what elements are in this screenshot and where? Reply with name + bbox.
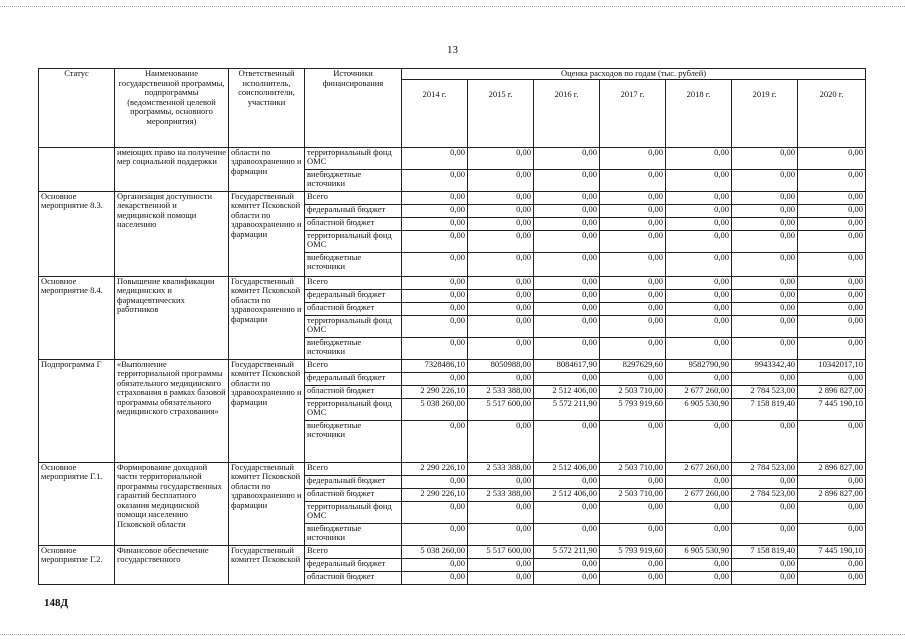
cell-value: 0,00 [666, 191, 732, 204]
cell-value: 0,00 [468, 571, 534, 584]
cell-value: 0,00 [468, 289, 534, 302]
cell-value: 0,00 [666, 372, 732, 385]
cell-source: Всего [305, 545, 402, 558]
cell-value: 0,00 [798, 475, 866, 488]
cell-value: 6 905 530,90 [666, 545, 732, 558]
cell-value: 7 158 819,40 [732, 545, 798, 558]
cell-value: 2 677 260,00 [666, 488, 732, 501]
cell-value: 0,00 [534, 191, 600, 204]
cell-value: 0,00 [666, 302, 732, 315]
cell-value: 0,00 [666, 571, 732, 584]
header-estimate: Оценка расходов по годам (тыс. рублей) [402, 69, 866, 80]
cell-value: 0,00 [600, 501, 666, 523]
cell-value: 0,00 [402, 217, 468, 230]
cell-value: 0,00 [468, 191, 534, 204]
cell-value: 0,00 [402, 191, 468, 204]
cell-value: 0,00 [732, 276, 798, 289]
cell-value: 0,00 [402, 204, 468, 217]
cell-value: 5 038 260,00 [402, 398, 468, 420]
header-year: 2016 г. [534, 79, 600, 147]
cell-value: 0,00 [732, 523, 798, 545]
cell-value: 0,00 [534, 217, 600, 230]
cell-value: 0,00 [468, 230, 534, 252]
cell-value: 0,00 [534, 372, 600, 385]
cell-value: 0,00 [468, 501, 534, 523]
cell-status: Основное мероприятие 8.4. [39, 276, 115, 359]
cell-value: 0,00 [666, 204, 732, 217]
cell-value: 0,00 [402, 302, 468, 315]
cell-value: 0,00 [798, 302, 866, 315]
cell-value: 0,00 [468, 147, 534, 169]
cell-value: 5 793 919,60 [600, 545, 666, 558]
cell-value: 2 784 523,00 [732, 488, 798, 501]
cell-value: 0,00 [600, 475, 666, 488]
cell-source: областной бюджет [305, 488, 402, 501]
cell-value: 0,00 [798, 204, 866, 217]
cell-source: Всего [305, 359, 402, 372]
cell-value: 0,00 [732, 147, 798, 169]
cell-value: 0,00 [534, 558, 600, 571]
cell-value: 0,00 [600, 372, 666, 385]
table-row [39, 147, 866, 169]
cell-value: 0,00 [732, 217, 798, 230]
cell-value: 2 677 260,00 [666, 385, 732, 398]
cell-value: 0,00 [666, 501, 732, 523]
cell-source: территориальный фонд ОМС [305, 147, 402, 169]
cell-value: 0,00 [402, 315, 468, 337]
header-year: 2020 г. [798, 79, 866, 147]
cell-source: Всего [305, 462, 402, 475]
cell-source: территориальный фонд ОМС [305, 230, 402, 252]
cell-value: 0,00 [666, 252, 732, 276]
cell-value: 0,00 [468, 169, 534, 191]
cell-value: 0,00 [798, 191, 866, 204]
cell-source: федеральный бюджет [305, 475, 402, 488]
cell-value: 0,00 [468, 252, 534, 276]
cell-value: 0,00 [468, 204, 534, 217]
header-year: 2019 г. [732, 79, 798, 147]
cell-value: 0,00 [600, 276, 666, 289]
header-name: Наименование государственной программы, подпрограммы (ведомственной целевой программы, основного мероприятия) [115, 69, 229, 148]
cell-value: 2 533 388,00 [468, 385, 534, 398]
cell-value: 0,00 [468, 217, 534, 230]
cell-value: 2 290 226,10 [402, 488, 468, 501]
cell-value: 0,00 [798, 523, 866, 545]
cell-value: 0,00 [600, 558, 666, 571]
cell-value: 0,00 [600, 315, 666, 337]
cell-executor: Государственный комитет Псковской области по здравоохранению и фармации [229, 191, 305, 276]
cell-value: 0,00 [534, 276, 600, 289]
cell-value: 0,00 [402, 276, 468, 289]
cell-executor: Государственный комитет Псковской области по здравоохранению и фармации [229, 462, 305, 545]
cell-status [39, 147, 115, 191]
cell-value: 0,00 [732, 558, 798, 571]
cell-value: 0,00 [468, 523, 534, 545]
cell-source: внебюджетные источники [305, 337, 402, 359]
cell-value: 2 512 406,00 [534, 488, 600, 501]
cell-value: 0,00 [732, 501, 798, 523]
cell-value: 0,00 [600, 230, 666, 252]
cell-value: 0,00 [402, 147, 468, 169]
cell-value: 0,00 [402, 252, 468, 276]
cell-value: 2 512 406,00 [534, 462, 600, 475]
cell-name: Финансовое обеспечение государственного [115, 545, 229, 584]
cell-value: 0,00 [732, 204, 798, 217]
cell-value: 0,00 [402, 169, 468, 191]
cell-value: 0,00 [402, 475, 468, 488]
cell-value: 7328486,10 [402, 359, 468, 372]
cell-value: 0,00 [468, 276, 534, 289]
cell-value: 0,00 [402, 337, 468, 359]
cell-value: 0,00 [402, 571, 468, 584]
cell-name: Формирование доходной части территориальной программы государственных гарантий бесплатного оказания медицинской помощи населению Псковской области [115, 462, 229, 545]
cell-value: 0,00 [402, 420, 468, 462]
cell-value: 0,00 [666, 315, 732, 337]
table-row [39, 545, 866, 558]
cell-value: 5 038 260,00 [402, 545, 468, 558]
cell-value: 0,00 [798, 217, 866, 230]
cell-value: 0,00 [534, 315, 600, 337]
cell-value: 0,00 [798, 230, 866, 252]
cell-value: 0,00 [402, 523, 468, 545]
cell-value: 7 445 190,10 [798, 398, 866, 420]
cell-executor: Государственный комитет Псковской области по здравоохранению и фармации [229, 359, 305, 462]
cell-executor: Государственный комитет Псковской области по здравоохранению и фармации [229, 276, 305, 359]
cell-value: 6 905 530,90 [666, 398, 732, 420]
header-status: Статус [39, 69, 115, 148]
cell-source: федеральный бюджет [305, 289, 402, 302]
cell-value: 0,00 [732, 372, 798, 385]
cell-value: 5 572 211,90 [534, 398, 600, 420]
cell-value: 10342017,10 [798, 359, 866, 372]
cell-value: 0,00 [468, 372, 534, 385]
cell-value: 0,00 [798, 289, 866, 302]
cell-value: 0,00 [402, 501, 468, 523]
cell-value: 0,00 [402, 289, 468, 302]
cell-value: 0,00 [600, 169, 666, 191]
cell-source: областной бюджет [305, 385, 402, 398]
cell-value: 2 784 523,00 [732, 385, 798, 398]
cell-value: 0,00 [534, 571, 600, 584]
cell-value: 9943342,40 [732, 359, 798, 372]
cell-value: 0,00 [402, 230, 468, 252]
cell-value: 8050988,00 [468, 359, 534, 372]
cell-value: 0,00 [534, 204, 600, 217]
cell-value: 2 784 523,00 [732, 462, 798, 475]
cell-value: 0,00 [468, 558, 534, 571]
header-year: 2014 г. [402, 79, 468, 147]
cell-value: 0,00 [534, 523, 600, 545]
cell-value: 2 533 388,00 [468, 462, 534, 475]
cell-value: 5 793 919,60 [600, 398, 666, 420]
cell-name: имеющих право на получение мер социальной поддержки [115, 147, 229, 191]
cell-value: 2 290 226,10 [402, 462, 468, 475]
cell-value: 0,00 [732, 302, 798, 315]
cell-value: 2 503 710,00 [600, 385, 666, 398]
cell-value: 0,00 [468, 420, 534, 462]
cell-source: Всего [305, 276, 402, 289]
cell-source: федеральный бюджет [305, 372, 402, 385]
cell-value: 0,00 [798, 169, 866, 191]
cell-value: 0,00 [600, 571, 666, 584]
header-source: Источники финансирования [305, 69, 402, 148]
cell-value: 0,00 [600, 420, 666, 462]
cell-source: территориальный фонд ОМС [305, 315, 402, 337]
cell-value: 0,00 [666, 558, 732, 571]
cell-value: 0,00 [666, 523, 732, 545]
cell-value: 0,00 [600, 523, 666, 545]
cell-source: областной бюджет [305, 302, 402, 315]
cell-value: 0,00 [666, 289, 732, 302]
cell-value: 0,00 [732, 252, 798, 276]
cell-executor: области по здравоохранению и фармации [229, 147, 305, 191]
cell-value: 7 158 819,40 [732, 398, 798, 420]
cell-value: 0,00 [798, 315, 866, 337]
cell-value: 2 503 710,00 [600, 462, 666, 475]
cell-value: 8297629,60 [600, 359, 666, 372]
footer-label: 148Д [44, 597, 69, 609]
cell-value: 0,00 [666, 230, 732, 252]
cell-value: 0,00 [534, 501, 600, 523]
cell-source: областной бюджет [305, 217, 402, 230]
cell-name: «Выполнение территориальной программы обязательного медицинского страхования в рамках базовой программы обязательного медицинского страхования» [115, 359, 229, 462]
cell-value: 0,00 [798, 420, 866, 462]
cell-value: 8084617,90 [534, 359, 600, 372]
budget-table [38, 68, 866, 585]
cell-value: 0,00 [732, 420, 798, 462]
cell-source: внебюджетные источники [305, 523, 402, 545]
cell-value: 0,00 [534, 147, 600, 169]
cell-value: 2 896 827,00 [798, 462, 866, 475]
cell-value: 0,00 [600, 204, 666, 217]
cell-source: внебюджетные источники [305, 169, 402, 191]
cell-status: Основное мероприятие 8.3. [39, 191, 115, 276]
cell-value: 0,00 [402, 558, 468, 571]
table-row [39, 276, 866, 289]
cell-value: 0,00 [666, 217, 732, 230]
scan-edge-bottom [0, 634, 905, 635]
cell-value: 0,00 [600, 337, 666, 359]
cell-value: 0,00 [732, 571, 798, 584]
cell-value: 0,00 [666, 337, 732, 359]
cell-value: 0,00 [732, 337, 798, 359]
cell-source: внебюджетные источники [305, 252, 402, 276]
cell-value: 0,00 [798, 147, 866, 169]
cell-value: 0,00 [798, 337, 866, 359]
cell-status: Основное мероприятие Г.1. [39, 462, 115, 545]
cell-value: 0,00 [468, 337, 534, 359]
table-row [39, 462, 866, 475]
cell-value: 0,00 [732, 289, 798, 302]
cell-value: 0,00 [468, 475, 534, 488]
cell-value: 0,00 [534, 337, 600, 359]
cell-value: 0,00 [732, 475, 798, 488]
cell-value: 0,00 [600, 302, 666, 315]
cell-value: 5 517 600,00 [468, 545, 534, 558]
cell-value: 2 503 710,00 [600, 488, 666, 501]
table-row [39, 191, 866, 204]
cell-value: 2 896 827,00 [798, 488, 866, 501]
cell-value: 0,00 [534, 169, 600, 191]
cell-status: Основное мероприятие Г.2. [39, 545, 115, 584]
cell-value: 0,00 [534, 475, 600, 488]
table-row [39, 359, 866, 372]
cell-executor: Государственный комитет Псковской [229, 545, 305, 584]
cell-source: федеральный бюджет [305, 204, 402, 217]
cell-value: 5 517 600,00 [468, 398, 534, 420]
cell-status: Подпрограмма Г [39, 359, 115, 462]
cell-value: 0,00 [732, 315, 798, 337]
header-executor: Ответственный исполнитель, соисполнители, участники [229, 69, 305, 148]
scan-edge-top [0, 6, 905, 7]
cell-value: 0,00 [600, 147, 666, 169]
cell-source: территориальный фонд ОМС [305, 398, 402, 420]
cell-value: 0,00 [798, 276, 866, 289]
cell-value: 7 445 190,10 [798, 545, 866, 558]
cell-value: 0,00 [534, 230, 600, 252]
cell-value: 0,00 [468, 315, 534, 337]
cell-source: внебюджетные источники [305, 420, 402, 462]
cell-value: 0,00 [534, 289, 600, 302]
cell-value: 0,00 [666, 169, 732, 191]
cell-value: 0,00 [798, 558, 866, 571]
cell-source: областной бюджет [305, 571, 402, 584]
cell-value: 0,00 [798, 252, 866, 276]
header-year: 2018 г. [666, 79, 732, 147]
cell-value: 0,00 [600, 217, 666, 230]
cell-value: 0,00 [798, 571, 866, 584]
cell-source: федеральный бюджет [305, 558, 402, 571]
cell-value: 0,00 [534, 420, 600, 462]
cell-value: 0,00 [468, 302, 534, 315]
cell-value: 2 290 226,10 [402, 385, 468, 398]
cell-value: 2 896 827,00 [798, 385, 866, 398]
cell-value: 0,00 [402, 372, 468, 385]
cell-source: Всего [305, 191, 402, 204]
cell-value: 9582790,90 [666, 359, 732, 372]
header-year: 2015 г. [468, 79, 534, 147]
cell-value: 0,00 [798, 501, 866, 523]
cell-value: 0,00 [666, 276, 732, 289]
cell-value: 2 512 406,00 [534, 385, 600, 398]
cell-value: 0,00 [732, 191, 798, 204]
header-year: 2017 г. [600, 79, 666, 147]
cell-name: Организация доступности лекарственной и медицинской помощи населению [115, 191, 229, 276]
cell-value: 0,00 [732, 230, 798, 252]
cell-name: Повышение квалификации медицинских и фармацевтических работников [115, 276, 229, 359]
cell-value: 0,00 [798, 372, 866, 385]
cell-value: 2 533 388,00 [468, 488, 534, 501]
cell-value: 0,00 [732, 169, 798, 191]
cell-value: 0,00 [534, 302, 600, 315]
page-number: 13 [447, 44, 458, 56]
cell-value: 5 572 211,90 [534, 545, 600, 558]
cell-source: территориальный фонд ОМС [305, 501, 402, 523]
cell-value: 0,00 [600, 252, 666, 276]
cell-value: 0,00 [666, 147, 732, 169]
cell-value: 0,00 [534, 252, 600, 276]
cell-value: 0,00 [600, 191, 666, 204]
cell-value: 0,00 [600, 289, 666, 302]
cell-value: 0,00 [666, 475, 732, 488]
cell-value: 0,00 [666, 420, 732, 462]
cell-value: 2 677 260,00 [666, 462, 732, 475]
